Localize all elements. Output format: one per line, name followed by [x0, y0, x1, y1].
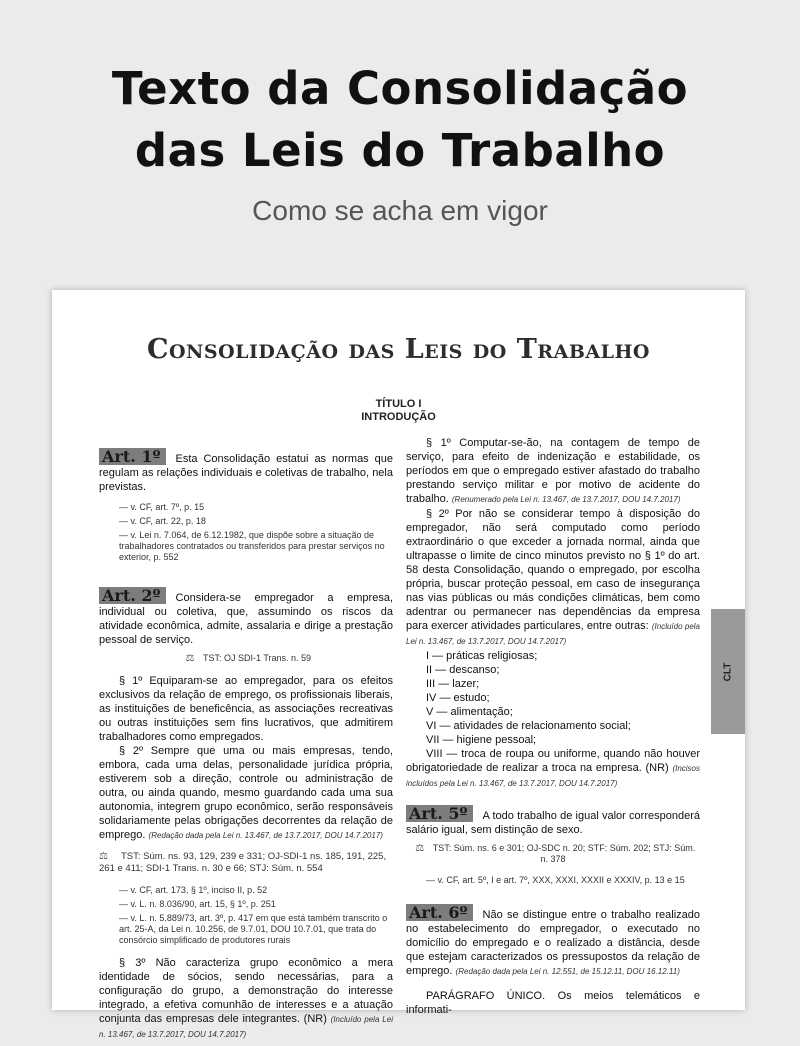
jurisprudence-note [99, 653, 393, 664]
paragraph-2 [406, 507, 700, 649]
article-5-text: A todo trabalho de igual valor corresponderá salário igual, sem distinção de sexo. [406, 810, 700, 836]
list-item-text: VIII — troca de roupa ou uniforme, quando não houver obrigatoriedade de realizar a troca na empresa. (NR) [406, 748, 700, 774]
article-6-text: Não se distingue entre o trabalho realizado no estabelecimento do empregador, o executado no domicílio do empregado e o realizado a distância, desde que estejam caracterizados os pressupostos da relação de emprego. [406, 909, 700, 977]
article-2 [99, 587, 393, 1042]
amendment-note: (Redação dada pela Lei n. 13.467, de 13.7.2017, DOU 14.7.2017) [148, 831, 383, 840]
paragrafo-unico: PARÁGRAFO ÚNICO. Os meios telemáticos e informati- [406, 990, 700, 1016]
article-1-references [99, 502, 393, 563]
paragraph-1: § 1º Equiparam-se ao empregador, para os efeitos exclusivos da relação de emprego, os profissionais liberais, as instituições de beneficência, as associações recreativas ou outras instituições sem fins lucrativos, que admitirem trabalhadores como empregados. [99, 675, 393, 743]
right-column [406, 436, 700, 1021]
reference-item: — v. CF, art. 22, p. 18 [119, 516, 206, 526]
document-title: Consolidação das Leis do Trabalho [147, 334, 650, 365]
paragraph-3-text: § 3º Não caracteriza grupo econômico a mera identidade de sócios, sendo necessárias, para a configuração do grupo, a demonstração do interesse integrado, a efetiva comunhão de interesses e a atuação conjunta das empresas dele integrantes. (NR) [99, 957, 393, 1025]
reference-item: — v. Lei n. 7.064, de 6.12.1982, que dispõe sobre a situação de trabalhadores contratados ou transferidos para prestar serviços no exterior, p. 552 [119, 530, 385, 562]
jurisprudence-text: TST: Súm. ns. 6 e 301; OJ-SDC n. 20; STF: Súm. 202; STJ: Súm. n. 378 [432, 843, 696, 864]
titulo-heading [52, 398, 745, 424]
list-item [406, 747, 700, 791]
scale-icon: ⚖ [415, 843, 425, 854]
article-1 [99, 448, 393, 563]
reference-item: — v. CF, art. 173, § 1º, inciso II, p. 52 [119, 885, 268, 895]
reference-item: — v. CF, art. 7º, p. 15 [119, 502, 205, 512]
reference-item: — v. L. n. 8.036/90, art. 15, § 1º, p. 251 [119, 899, 276, 909]
article-6 [406, 904, 700, 1017]
page-title [0, 58, 800, 182]
amendment-note: (Redação dada pela Lei n. 12.551, de 15.12.11, DOU 16.12.11) [455, 967, 680, 976]
article-1-text: Esta Consolidação estatui as normas que regulam as relações individuais e coletivas de trabalho, nela previstas. [99, 453, 393, 493]
paragraph-3 [99, 956, 393, 1042]
reference-item: — v. L. n. 5.889/73, art. 3º, p. 417 em que está também transcrito o art. 25-A, da Lei n. 10.256, de 9.7.01, DOU 10.7.01, que trata do consórcio simplificado de produtores rurais [119, 913, 388, 945]
list-item: VI — atividades de relacionamento social; [426, 720, 631, 732]
list-item: VII — higiene pessoal; [426, 734, 537, 746]
paragraph-1-text: § 1º Computar-se-ão, na contagem de tempo de serviço, para efeito de indenização e estabilidade, os períodos em que o empregado estiver afastado do trabalho prestando serviço militar e por motivo de acidente do trabalho. [406, 437, 700, 505]
scale-icon: ⚖ [99, 851, 108, 862]
article-6-label: Art. 6º [406, 904, 473, 921]
paragraph-2-text: § 2º Sempre que uma ou mais empresas, tendo, embora, cada uma delas, personalidade jurídica própria, estiverem sob a direção, controle ou administração de outra, ou ainda quando, mesmo guardando cada uma sua autonomia, integrem grupo econômico, serão responsáveis solidariamente pelas obrigações decorrentes da relação de emprego. [99, 745, 393, 841]
article-2-label: Art. 2º [99, 587, 166, 604]
article-5-label: Art. 5º [406, 805, 473, 822]
list-item: III — lazer; [426, 678, 480, 690]
amendment-note: (Renumerado pela Lei n. 13.467, de 13.7.2017, DOU 14.7.2017) [451, 495, 681, 504]
list-item: IV — estudo; [426, 692, 490, 704]
jurisprudence-note [99, 851, 393, 875]
article-1-label: Art. 1º [99, 448, 166, 465]
page-title-line-1: Texto da Consolidação [111, 62, 689, 115]
scale-icon: ⚖ [185, 653, 195, 664]
paragraph-2-text: § 2º Por não se considerar tempo à disposição do empregador, não será computado como período extraordinário o que exceder a jornada normal, ainda que ultrapasse o limite de cinco minutos previsto no § 1º do art. 58 desta Consolidação, quando o empregado, por escolha própria, buscar proteção pessoal, em caso de insegurança nas vias públicas ou más condições climáticas, bem como adentrar ou permanecer nas dependências da empresa para exercer atividades particulares, entre outras: [406, 508, 700, 632]
section-side-tab[interactable] [711, 609, 745, 734]
article-2-text: Considera-se empregador a empresa, individual ou coletiva, que, assumindo os riscos da atividade econômica, admite, assalaria e dirige a prestação pessoal de serviço. [99, 592, 393, 646]
left-column [99, 448, 393, 1046]
side-tab-label: CLT [722, 662, 734, 681]
item-list [406, 649, 700, 791]
amendment-note: (Incisos incluídos pela Lei n. 13.467, de 13.7.2017, DOU 14.7.2017) [406, 764, 700, 788]
amendment-note: (Incluído pela Lei n. 13.467, de 13.7.2017, DOU 14.7.2017) [99, 1015, 393, 1039]
paragraph-1 [406, 436, 700, 507]
article-5 [406, 805, 700, 886]
amendment-note: (Incluído pela Lei n. 13.467, de 13.7.2017, DOU 14.7.2017) [406, 622, 701, 646]
list-item: I — práticas religiosas; [426, 650, 538, 662]
titulo-name: INTRODUÇÃO [361, 411, 436, 423]
page-title-line-2: das Leis do Trabalho [134, 124, 666, 177]
jurisprudence-text: TST: OJ SDI-1 Trans. n. 59 [202, 653, 312, 663]
list-item: II — descanso; [426, 664, 500, 676]
reference-item: — v. CF, art. 5º, I e art. 7º, XXX, XXXI, XXXII e XXXIV, p. 13 e 15 [426, 875, 685, 885]
document-page [52, 290, 745, 1039]
list-item: V — alimentação; [426, 706, 513, 718]
jurisprudence-note [406, 843, 700, 865]
page-subtitle: Como se acha em vigor [252, 195, 548, 226]
titulo-number: TÍTULO I [375, 398, 422, 410]
article-2-references [99, 885, 393, 946]
jurisprudence-text: TST: Súm. ns. 93, 129, 239 e 331; OJ-SDI-1 ns. 185, 191, 225, 261 e 411; SDI-1 Trans. n. 30 e 66; STJ: Súm. n. 554 [99, 851, 387, 874]
paragraph-2 [99, 744, 393, 843]
